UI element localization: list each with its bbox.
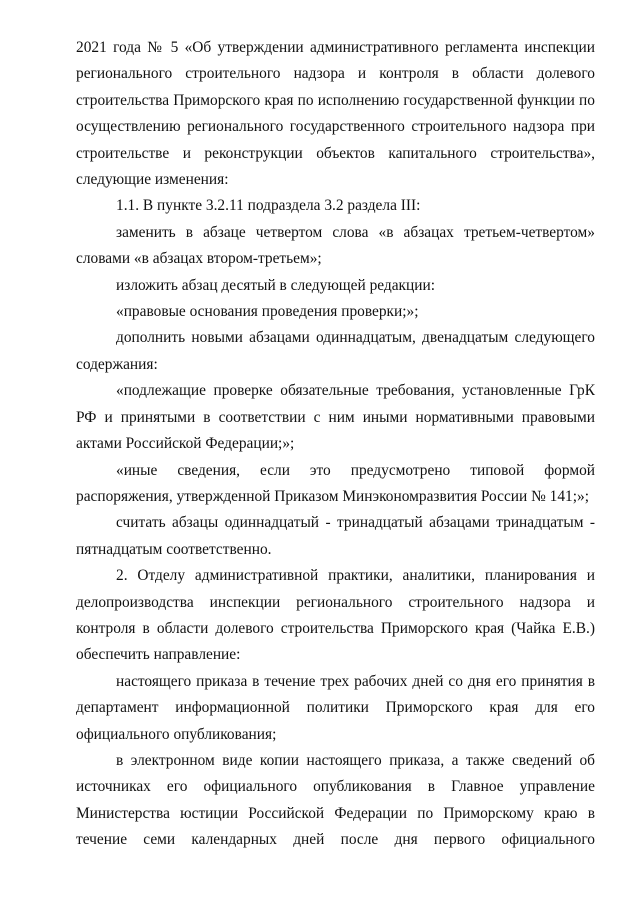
paragraph-electronic-copy: в электронном виде копии настоящего приказа, а также сведений об источниках его официального опубликования в Главное управление Министерства юстиции Российской Федерации по Приморскому краю в течение семи календарных дней после дня первого официального bbox=[76, 751, 595, 849]
paragraph-replace-words: заменить в абзаце четвертом слова «в абзацах третьем-четвертом» словами «в абзацах втором-третьем»; bbox=[76, 223, 595, 268]
paragraph-renumber: считать абзацы одиннадцатый - тринадцатый абзацами тринадцатым - пятнадцатым соответственно. bbox=[76, 514, 595, 558]
paragraph-intro-continuation: 2021 года № 5 «Об утверждении административного регламента инспекции регионального строительного надзора и контроля в области долевого строительства Приморского края по исполнению государственной функции по осуществлению регионального государственного строительного надзора при строительстве и реконструкции объектов капитального строительства», следующие изменения: bbox=[76, 39, 595, 189]
paragraph-legal-grounds: «правовые основания проведения проверки;»; bbox=[116, 303, 419, 321]
paragraph-item-1-1: 1.1. В пункте 3.2.11 подраздела 3.2 раздела III: bbox=[116, 197, 421, 215]
paragraph-tenth-paragraph: изложить абзац десятый в следующей редакции: bbox=[116, 276, 436, 294]
paragraph-add-new: дополнить новыми абзацами одиннадцатым, двенадцатым следующего содержания: bbox=[76, 329, 595, 373]
paragraph-requirements: «подлежащие проверке обязательные требования, установленные ГрК РФ и принятыми в соответствии с ним иными нормативными правовыми актами Российской Федерации;»; bbox=[76, 382, 595, 453]
paragraph-publication: настоящего приказа в течение трех рабочих дней со дня его принятия в департамент информационной политики Приморского края для его официального опубликования; bbox=[76, 672, 595, 743]
paragraph-other-info: «иные сведения, если это предусмотрено типовой формой распоряжения, утвержденной Приказом Минэкономразвития России № 141;»; bbox=[76, 461, 595, 505]
paragraph-item-2: 2. Отделу административной практики, аналитики, планирования и делопроизводства инспекции регионального строительного надзора и контроля в области долевого строительства Приморского края (Чайка Е.В.) обеспечить направление: bbox=[76, 567, 595, 664]
